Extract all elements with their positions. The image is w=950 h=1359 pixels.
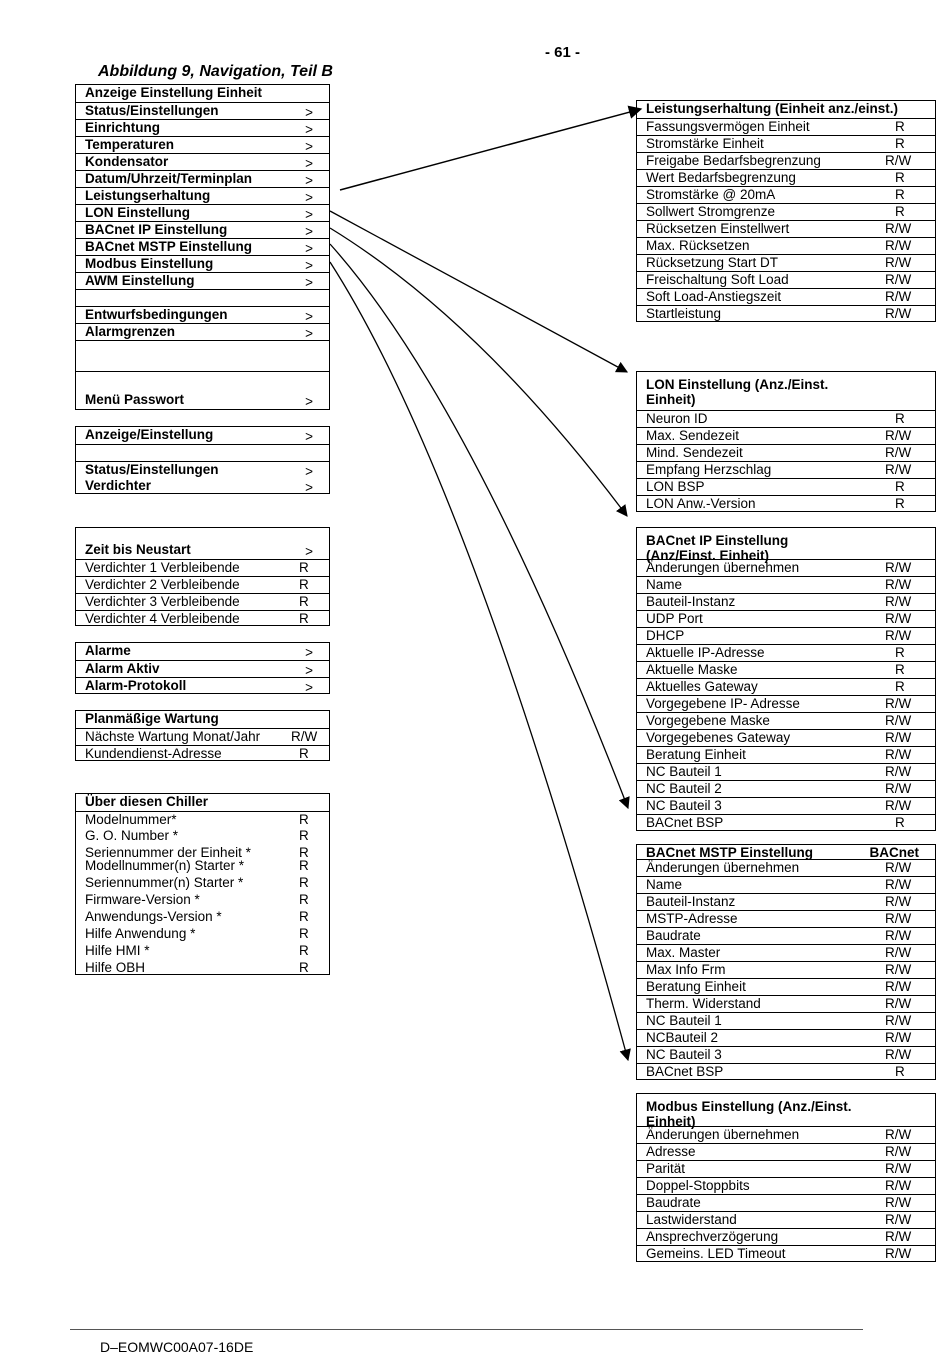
data-row-label: Max Info Frm bbox=[646, 962, 726, 977]
menu-item-label: Einrichtung bbox=[85, 120, 160, 135]
access-value: R bbox=[299, 611, 309, 626]
access-value: R bbox=[299, 892, 309, 907]
data-row-label: Beratung Einheit bbox=[646, 747, 746, 762]
data-row-label: Soft Load-Anstiegszeit bbox=[646, 289, 782, 304]
access-value: R bbox=[895, 645, 905, 660]
data-row-label: Therm. Widerstand bbox=[646, 996, 761, 1011]
data-row-label: Änderungen übernehmen bbox=[646, 1127, 800, 1142]
data-row-label: Nächste Wartung Monat/Jahr bbox=[85, 729, 261, 744]
data-row-label: Verdichter 4 Verbleibende bbox=[85, 611, 240, 626]
access-value: R/W bbox=[885, 289, 912, 304]
access-value: R bbox=[895, 136, 905, 151]
chevron-right-icon: > bbox=[305, 258, 313, 273]
data-row-label: G. O. Number * bbox=[85, 828, 179, 843]
chevron-right-icon: > bbox=[305, 326, 313, 341]
data-row-label: Max. Rücksetzen bbox=[646, 238, 750, 253]
data-row-label: Baudrate bbox=[646, 928, 701, 943]
chevron-right-icon: > bbox=[305, 680, 313, 695]
chevron-right-icon: > bbox=[305, 309, 313, 324]
data-row-label: Wert Bedarfsbegrenzung bbox=[646, 170, 796, 185]
data-row-label: NCBauteil 2 bbox=[646, 1030, 719, 1045]
chevron-right-icon: > bbox=[305, 544, 313, 559]
menu-item-label: Status/Einstellungen bbox=[85, 103, 219, 118]
panel-header-label: BACnet IP Einstellung (Anz/Einst. Einheit) bbox=[646, 533, 789, 563]
access-value: R/W bbox=[885, 798, 912, 813]
access-value: R/W bbox=[885, 764, 912, 779]
access-value: R/W bbox=[885, 221, 912, 236]
menu-item-label: Entwurfsbedingungen bbox=[85, 307, 228, 322]
access-value: R bbox=[895, 679, 905, 694]
data-row-label: Startleistung bbox=[646, 306, 722, 321]
data-row-label: Stromstärke Einheit bbox=[646, 136, 764, 151]
arrow-modbus bbox=[330, 262, 628, 1060]
footer-rule bbox=[70, 1329, 863, 1330]
data-row-label: Bauteil-Instanz bbox=[646, 594, 736, 609]
data-row-label: NC Bauteil 1 bbox=[646, 1013, 722, 1028]
data-row-label: Hilfe Anwendung * bbox=[85, 926, 196, 941]
chevron-right-icon: > bbox=[305, 224, 313, 239]
access-value: R/W bbox=[885, 255, 912, 270]
access-value: R bbox=[299, 845, 309, 860]
access-value: R/W bbox=[885, 1013, 912, 1028]
access-value: R bbox=[299, 828, 309, 843]
panel-header-label: Zeit bis Neustart bbox=[85, 542, 191, 557]
access-value: R/W bbox=[885, 945, 912, 960]
data-row-label: LON Anw.-Version bbox=[646, 496, 756, 511]
menu-item-label: Alarmgrenzen bbox=[85, 324, 176, 339]
access-value: R bbox=[895, 119, 905, 134]
data-row-label: NC Bauteil 3 bbox=[646, 1047, 722, 1062]
menu-item-label: Kondensator bbox=[85, 154, 169, 169]
access-value: R/W bbox=[885, 730, 912, 745]
data-row-label: Hilfe HMI * bbox=[85, 943, 150, 958]
data-row-label: NC Bauteil 1 bbox=[646, 764, 722, 779]
access-value: R/W bbox=[885, 1127, 912, 1142]
access-value: R bbox=[299, 858, 309, 873]
access-value: R bbox=[299, 594, 309, 609]
access-value: R/W bbox=[885, 928, 912, 943]
access-value: R bbox=[895, 204, 905, 219]
data-row-label: Stromstärke @ 20mA bbox=[646, 187, 776, 202]
chevron-right-icon: > bbox=[305, 464, 313, 479]
data-row-label: MSTP-Adresse bbox=[646, 911, 738, 926]
data-row-label: DHCP bbox=[646, 628, 685, 643]
menu-item-label: LON Einstellung bbox=[85, 205, 191, 220]
data-row-label: Anwendungs-Version * bbox=[85, 909, 222, 924]
access-value: R bbox=[299, 960, 309, 975]
menu-item-label: Leistungserhaltung bbox=[85, 188, 211, 203]
data-row-label: Änderungen übernehmen bbox=[646, 860, 800, 875]
access-value: R/W bbox=[885, 1047, 912, 1062]
access-value: R bbox=[299, 943, 309, 958]
data-row-label: NC Bauteil 2 bbox=[646, 781, 722, 796]
access-value: R/W bbox=[885, 894, 912, 909]
data-row-label: Verdichter 1 Verbleibende bbox=[85, 560, 240, 575]
data-row-label: Parität bbox=[646, 1161, 686, 1176]
chevron-right-icon: > bbox=[305, 122, 313, 137]
access-value: R/W bbox=[885, 713, 912, 728]
data-row-label: Mind. Sendezeit bbox=[646, 445, 743, 460]
panel-header-label: BACnet MSTP Einstellung bbox=[646, 845, 814, 860]
panel-header-label: Planmäßige Wartung bbox=[85, 711, 219, 726]
access-value: R/W bbox=[885, 445, 912, 460]
access-value: R/W bbox=[885, 747, 912, 762]
data-row-label: Rücksetzung Start DT bbox=[646, 255, 779, 270]
chevron-right-icon: > bbox=[305, 156, 313, 171]
access-value: R bbox=[895, 815, 905, 830]
menu-item-label: Modbus Einstellung bbox=[85, 256, 214, 271]
chevron-right-icon: > bbox=[305, 139, 313, 154]
access-value: R bbox=[299, 577, 309, 592]
data-row-label: Vorgegebene Maske bbox=[646, 713, 770, 728]
chevron-right-icon: > bbox=[305, 480, 313, 495]
menu-item-label: Verdichter bbox=[85, 478, 152, 493]
data-row-label: Firmware-Version * bbox=[85, 892, 200, 907]
data-row-label: Adresse bbox=[646, 1144, 696, 1159]
footer-doc-id: D–EOMWC00A07-16DE bbox=[100, 1339, 254, 1355]
data-row-label: Name bbox=[646, 577, 683, 592]
data-row-label: Hilfe OBH bbox=[85, 960, 146, 975]
access-value: R bbox=[895, 662, 905, 677]
data-row-label: Sollwert Stromgrenze bbox=[646, 204, 776, 219]
data-row-label: Max. Sendezeit bbox=[646, 428, 740, 443]
access-value: R/W bbox=[885, 577, 912, 592]
access-value: R/W bbox=[885, 428, 912, 443]
access-value: R/W bbox=[885, 996, 912, 1011]
chevron-right-icon: > bbox=[305, 241, 313, 256]
access-value: R/W bbox=[885, 877, 912, 892]
access-value: R/W bbox=[885, 238, 912, 253]
arrow-lon bbox=[330, 211, 627, 372]
menu-item-label: Anzeige/Einstellung bbox=[85, 427, 214, 442]
access-value: R/W bbox=[885, 272, 912, 287]
data-row-label: Freigabe Bedarfsbegrenzung bbox=[646, 153, 821, 168]
data-row-label: Aktuelles Gateway bbox=[646, 679, 758, 694]
menu-item-label: Anzeige Einstellung Einheit bbox=[85, 85, 263, 100]
access-value: R bbox=[299, 560, 309, 575]
menu-item-label: BACnet IP Einstellung bbox=[85, 222, 228, 237]
data-row-label: Fassungsvermögen Einheit bbox=[646, 119, 810, 134]
menu-item-label: Menü Passwort bbox=[85, 392, 185, 407]
access-value: R/W bbox=[885, 1212, 912, 1227]
access-value: R/W bbox=[885, 1144, 912, 1159]
data-row-label: Modellnummer(n) Starter * bbox=[85, 858, 245, 873]
arrow-bacnet-ip bbox=[330, 228, 627, 516]
page-number: - 61 - bbox=[545, 44, 581, 61]
data-row-label: Vorgegebenes Gateway bbox=[646, 730, 791, 745]
menu-item-label: Alarme bbox=[85, 643, 131, 658]
access-value: R bbox=[895, 170, 905, 185]
data-row-label: LON BSP bbox=[646, 479, 705, 494]
access-value: R/W bbox=[885, 594, 912, 609]
access-value: R/W bbox=[885, 696, 912, 711]
access-value: R/W bbox=[885, 462, 912, 477]
arrow-leistungserhaltung bbox=[340, 109, 641, 190]
access-value: R/W bbox=[885, 911, 912, 926]
access-value: R bbox=[299, 812, 309, 827]
access-value: R/W bbox=[885, 979, 912, 994]
access-value: R/W bbox=[291, 729, 318, 744]
menu-item-label: AWM Einstellung bbox=[85, 273, 195, 288]
chevron-right-icon: > bbox=[305, 275, 313, 290]
access-value: R/W bbox=[885, 1195, 912, 1210]
data-row-label: Max. Master bbox=[646, 945, 721, 960]
access-value: R/W bbox=[885, 560, 912, 575]
data-row-label: Bauteil-Instanz bbox=[646, 894, 736, 909]
data-row-label: Rücksetzen Einstellwert bbox=[646, 221, 790, 236]
arrow-bacnet-mstp bbox=[330, 244, 628, 808]
data-row-label: Empfang Herzschlag bbox=[646, 462, 772, 477]
data-row-label: Aktuelle IP-Adresse bbox=[646, 645, 765, 660]
panel-header-right-label: BACnet bbox=[869, 845, 919, 860]
data-row-label: Freischaltung Soft Load bbox=[646, 272, 789, 287]
access-value: R/W bbox=[885, 1246, 912, 1261]
data-row-label: Vorgegebene IP- Adresse bbox=[646, 696, 800, 711]
panel-header-label: Leistungserhaltung (Einheit anz./einst.) bbox=[646, 101, 899, 116]
chevron-right-icon: > bbox=[305, 429, 313, 444]
data-row-label: Seriennummer der Einheit * bbox=[85, 845, 251, 860]
access-value: R bbox=[299, 909, 309, 924]
access-value: R/W bbox=[885, 860, 912, 875]
data-row-label: Gemeins. LED Timeout bbox=[646, 1246, 786, 1261]
access-value: R/W bbox=[885, 306, 912, 321]
chevron-right-icon: > bbox=[305, 207, 313, 222]
chevron-right-icon: > bbox=[305, 173, 313, 188]
access-value: R bbox=[895, 411, 905, 426]
data-row-label: Name bbox=[646, 877, 683, 892]
figure-title: Abbildung 9, Navigation, Teil B bbox=[98, 63, 333, 80]
access-value: R bbox=[895, 479, 905, 494]
access-value: R bbox=[895, 1064, 905, 1079]
data-row-label: UDP Port bbox=[646, 611, 703, 626]
access-value: R bbox=[895, 496, 905, 511]
data-row-label: Verdichter 3 Verbleibende bbox=[85, 594, 240, 609]
menu-item-label: Status/Einstellungen bbox=[85, 462, 219, 477]
data-row-label: Lastwiderstand bbox=[646, 1212, 737, 1227]
access-value: R/W bbox=[885, 1030, 912, 1045]
data-row-label: BACnet BSP bbox=[646, 1064, 724, 1079]
chevron-right-icon: > bbox=[305, 645, 313, 660]
access-value: R/W bbox=[885, 781, 912, 796]
data-row-label: Baudrate bbox=[646, 1195, 701, 1210]
data-row-label: Doppel-Stoppbits bbox=[646, 1178, 750, 1193]
data-row-label: Modelnummer* bbox=[85, 812, 177, 827]
data-row-label: BACnet BSP bbox=[646, 815, 724, 830]
panel-header-label: LON Einstellung (Anz./Einst. Einheit) bbox=[646, 377, 829, 407]
panel-header-label: Modbus Einstellung (Anz./Einst. Einheit) bbox=[646, 1099, 852, 1129]
access-value: R bbox=[299, 926, 309, 941]
access-value: R/W bbox=[885, 1178, 912, 1193]
data-row-label: Änderungen übernehmen bbox=[646, 560, 800, 575]
menu-item-label: Alarm-Protokoll bbox=[85, 678, 187, 693]
access-value: R bbox=[299, 875, 309, 890]
chevron-right-icon: > bbox=[305, 190, 313, 205]
access-value: R bbox=[895, 187, 905, 202]
access-value: R/W bbox=[885, 962, 912, 977]
access-value: R/W bbox=[885, 611, 912, 626]
access-value: R bbox=[299, 746, 309, 761]
panel-header-label: Über diesen Chiller bbox=[85, 794, 209, 809]
chevron-right-icon: > bbox=[305, 663, 313, 678]
data-row-label: Neuron ID bbox=[646, 411, 708, 426]
data-row-label: Verdichter 2 Verbleibende bbox=[85, 577, 240, 592]
access-value: R/W bbox=[885, 153, 912, 168]
data-row-label: NC Bauteil 3 bbox=[646, 798, 722, 813]
access-value: R/W bbox=[885, 1229, 912, 1244]
chevron-right-icon: > bbox=[305, 105, 313, 120]
data-row-label: Seriennummer(n) Starter * bbox=[85, 875, 244, 890]
chevron-right-icon: > bbox=[305, 394, 313, 409]
data-row-label: Beratung Einheit bbox=[646, 979, 746, 994]
access-value: R/W bbox=[885, 1161, 912, 1176]
data-row-label: Aktuelle Maske bbox=[646, 662, 738, 677]
menu-item-label: Datum/Uhrzeit/Terminplan bbox=[85, 171, 253, 186]
menu-item-label: Temperaturen bbox=[85, 137, 175, 152]
menu-item-label: BACnet MSTP Einstellung bbox=[85, 239, 253, 254]
menu-item-label: Alarm Aktiv bbox=[85, 661, 160, 676]
data-row-label: Ansprechverzögerung bbox=[646, 1229, 779, 1244]
access-value: R/W bbox=[885, 628, 912, 643]
data-row-label: Kundendienst-Adresse bbox=[85, 746, 222, 761]
